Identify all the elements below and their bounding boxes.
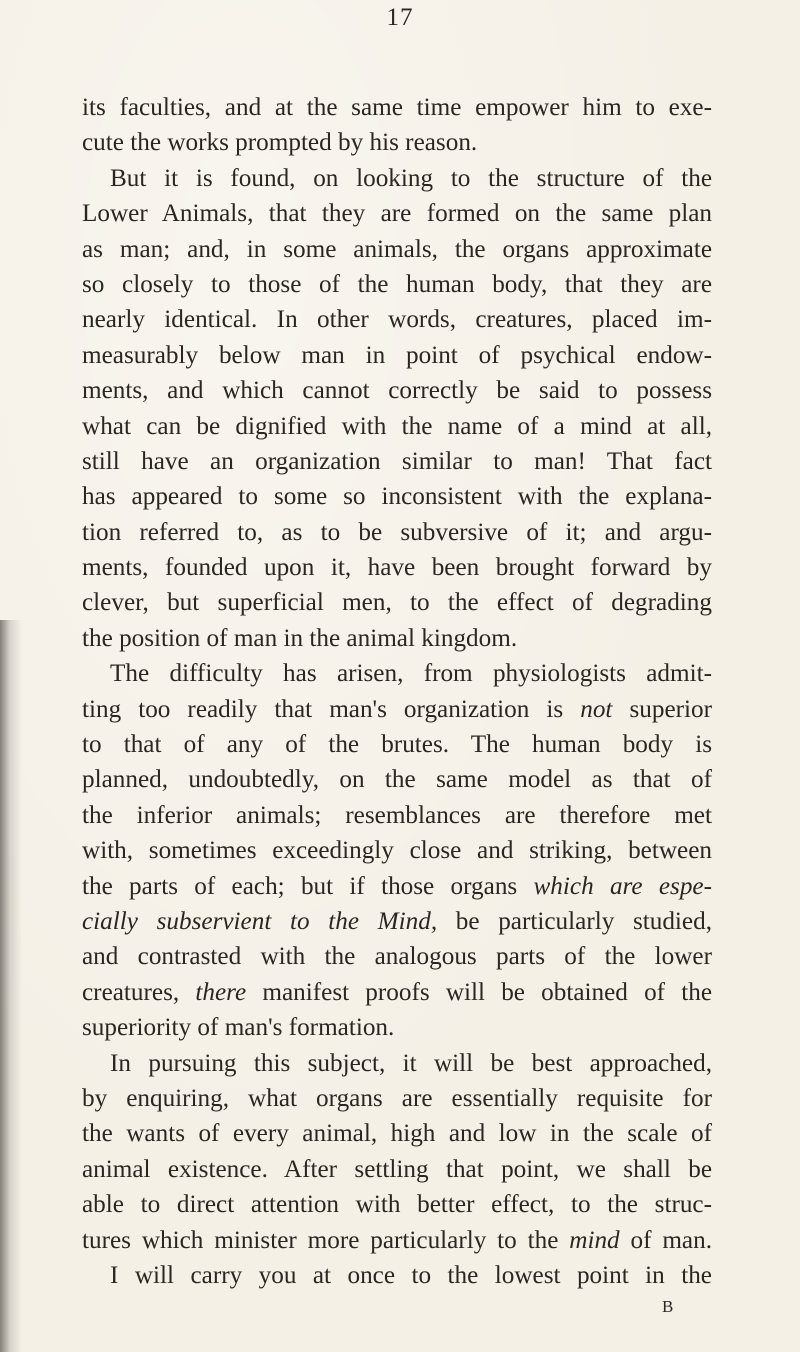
text-line: superiority of man's formation.: [82, 1014, 395, 1042]
text-line: cute the works prompted by his reason.: [82, 129, 478, 157]
text-line: tion referred to, as to be subversive of it; and argu-: [82, 518, 712, 546]
italic-emphasis: which are espe-: [533, 872, 713, 900]
text-line: the inferior animals; resemblances are therefore met: [82, 801, 712, 829]
text-line: by enquiring, what organs are essentially requisite for: [82, 1084, 712, 1112]
text-line: measurably below man in point of psychical endow-: [82, 341, 712, 369]
binding-gutter-shadow: [0, 620, 22, 1352]
italic-emphasis: mind: [569, 1226, 620, 1254]
text-line: Lower Animals, that they are formed on the same plan: [82, 200, 712, 228]
text-line: the parts of each; but if those organs which are espe-: [82, 872, 713, 900]
text-line: and contrasted with the analogous parts of the lower: [82, 943, 712, 971]
text-line: In pursuing this subject, it will be best approached,: [110, 1049, 712, 1077]
page-number: 17: [386, 4, 414, 31]
text-line: ting too readily that man's organization is not superior: [82, 695, 712, 723]
italic-emphasis: not: [580, 695, 613, 723]
text-line: cially subservient to the Mind, be particularly studied,: [82, 907, 713, 935]
text-line: to that of any of the brutes. The human body is: [82, 731, 712, 759]
body-text: [82, 90, 712, 1293]
text-line: tures which minister more particularly to the mind of man.: [82, 1226, 712, 1254]
text-line: so closely to those of the human body, that they are: [82, 270, 712, 298]
text-line: creatures, there manifest proofs will be obtained of the: [82, 978, 713, 1006]
text-line: the position of man in the animal kingdom.: [82, 624, 518, 652]
signature-mark: B: [662, 1297, 675, 1316]
text-line: able to direct attention with better effect, to the struc-: [82, 1191, 712, 1219]
text-line: with, sometimes exceedingly close and striking, between: [82, 837, 712, 865]
text-line: ments, founded upon it, have been brought forward by: [82, 554, 712, 582]
text-line: as man; and, in some animals, the organs approximate: [82, 235, 712, 263]
text-line: clever, but superficial men, to the effect of degrading: [82, 589, 712, 617]
text-line: still have an organization similar to man! That fact: [82, 447, 712, 475]
text-line: has appeared to some so inconsistent with the explana-: [82, 483, 712, 511]
text-line: what can be dignified with the name of a mind at all,: [82, 412, 712, 440]
text-line: animal existence. After settling that point, we shall be: [82, 1155, 712, 1183]
italic-emphasis: cially subservient to the Mind,: [82, 907, 438, 935]
text-line: planned, undoubtedly, on the same model as that of: [82, 766, 712, 794]
text-line: the wants of every animal, high and low in the scale of: [82, 1120, 712, 1148]
text-line: its faculties, and at the same time empower him to exe-: [82, 94, 712, 121]
text-line: But it is found, on looking to the structure of the: [110, 164, 712, 192]
text-line: I will carry you at once to the lowest point in the: [110, 1261, 712, 1289]
italic-emphasis: there: [195, 978, 247, 1006]
text-line: The difficulty has arisen, from physiologists admit-: [110, 660, 712, 688]
text-line: nearly identical. In other words, creatures, placed im-: [82, 306, 712, 334]
text-line: ments, and which cannot correctly be said to possess: [82, 377, 712, 405]
